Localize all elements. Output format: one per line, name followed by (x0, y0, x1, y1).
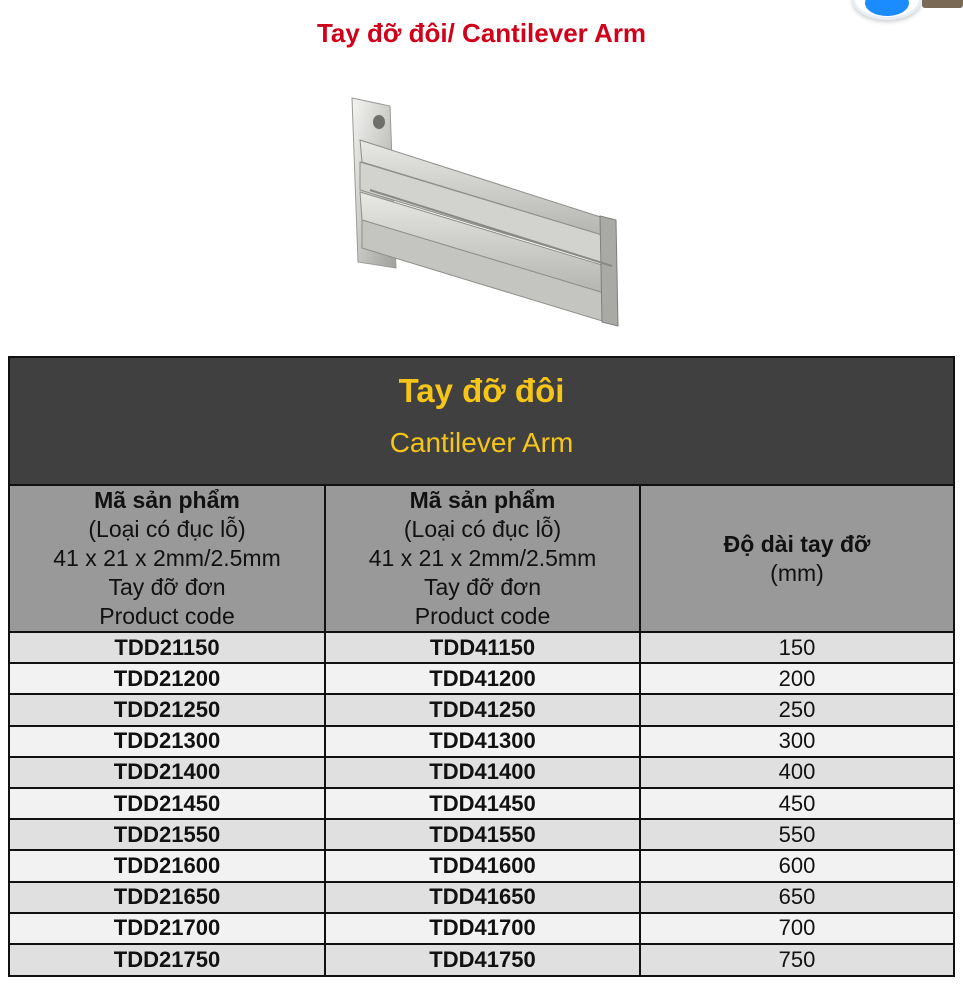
banner-title: Tay đỡ đôi (398, 372, 565, 409)
cell-code-single: TDD21700 (10, 913, 325, 944)
cantilever-arm-image (330, 70, 640, 350)
cell-length: 300 (640, 726, 953, 757)
table-banner (10, 358, 953, 486)
header-line: (mm) (770, 559, 824, 586)
header-line: 41 x 21 x 2mm/2.5mm (368, 545, 597, 571)
cell-code-single: TDD21300 (10, 726, 325, 757)
cell-code-single: TDD21550 (10, 819, 325, 850)
cell-code-double: TDD41650 (325, 882, 640, 913)
cell-code-single: TDD21250 (10, 694, 325, 725)
banner-subtitle: Cantilever Arm (389, 427, 574, 458)
table-row (10, 788, 953, 819)
table-row (10, 694, 953, 725)
header-line: Tay đỡ đơn (423, 574, 542, 600)
header-line: Tay đỡ đơn (108, 574, 226, 600)
cell-length: 400 (640, 757, 953, 788)
table-row (10, 882, 953, 913)
header-line: Mã sản phẩm (409, 487, 556, 513)
header-line: (Loại có đục lỗ) (403, 516, 562, 542)
cell-code-double: TDD41200 (325, 663, 640, 694)
header-line: (Loại có đục lỗ) (88, 516, 246, 542)
cell-code-single: TDD21600 (10, 850, 325, 881)
header-line: Product code (99, 603, 235, 629)
cell-length: 250 (640, 694, 953, 725)
cell-code-single: TDD21400 (10, 757, 325, 788)
table-body (10, 632, 953, 975)
cell-length: 700 (640, 913, 953, 944)
cell-code-single: TDD21750 (10, 944, 325, 975)
table-header-row (10, 486, 953, 632)
cantilever-spec-table (8, 356, 955, 977)
table-row (10, 757, 953, 788)
table-row (10, 913, 953, 944)
table-row (10, 944, 953, 975)
header-arm-length (640, 486, 953, 632)
table-row (10, 850, 953, 881)
cell-code-double: TDD41300 (325, 726, 640, 757)
cell-code-double: TDD41250 (325, 694, 640, 725)
table-row (10, 726, 953, 757)
cell-length: 750 (640, 944, 953, 975)
header-line: 41 x 21 x 2mm/2.5mm (53, 545, 281, 571)
cell-code-double: TDD41150 (325, 632, 640, 663)
cell-length: 450 (640, 788, 953, 819)
corner-widget[interactable] (922, 0, 963, 8)
cell-code-double: TDD41600 (325, 850, 640, 881)
page-title: Tay đỡ đôi/ Cantilever Arm (316, 18, 647, 48)
table-row (10, 663, 953, 694)
product-table (10, 486, 953, 975)
chat-icon-inner (865, 0, 909, 16)
cell-code-single: TDD21150 (10, 632, 325, 663)
cell-code-double: TDD41400 (325, 757, 640, 788)
header-product-code-double (325, 486, 640, 632)
header-line: Độ dài tay đỡ (723, 530, 871, 557)
cell-code-single: TDD21650 (10, 882, 325, 913)
table-row (10, 819, 953, 850)
cell-code-double: TDD41700 (325, 913, 640, 944)
header-line: Product code (414, 603, 551, 629)
cell-length: 600 (640, 850, 953, 881)
cell-length: 550 (640, 819, 953, 850)
table-row (10, 632, 953, 663)
cell-code-single: TDD21450 (10, 788, 325, 819)
cell-code-single: TDD21200 (10, 663, 325, 694)
cell-length: 650 (640, 882, 953, 913)
cell-length: 200 (640, 663, 953, 694)
cell-code-double: TDD41450 (325, 788, 640, 819)
messenger-chat-icon[interactable] (852, 0, 922, 20)
cell-code-double: TDD41550 (325, 819, 640, 850)
cell-code-double: TDD41750 (325, 944, 640, 975)
header-line: Mã sản phẩm (94, 487, 240, 513)
header-product-code-single (10, 486, 325, 632)
cell-length: 150 (640, 632, 953, 663)
